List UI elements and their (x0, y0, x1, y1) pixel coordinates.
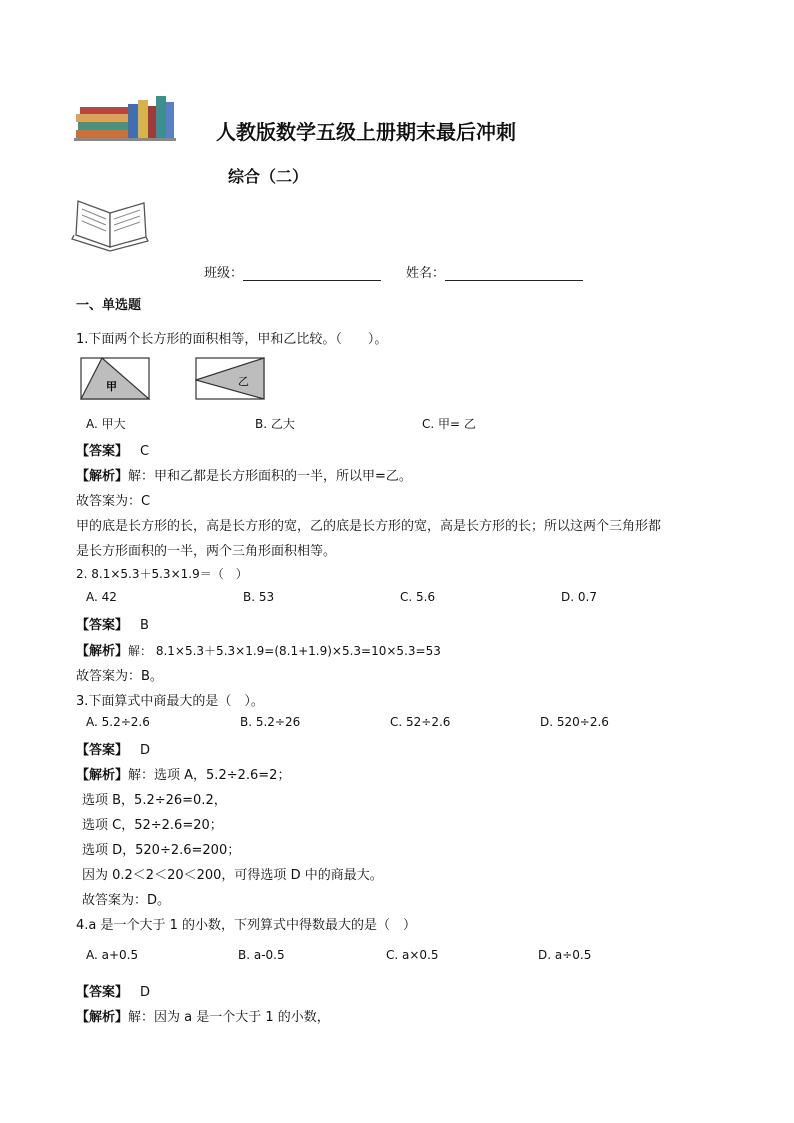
q1-analysis-text: 解：甲和乙都是长方形面积的一半，所以甲=乙。 (128, 469, 412, 484)
q1-option-b: B. 乙大 (255, 417, 295, 431)
q1-analysis (76, 465, 412, 484)
q3-option-b: B. 5.2÷26 (240, 715, 301, 729)
q4-analysis (76, 1006, 330, 1025)
books-illustration (74, 92, 176, 142)
q3-conclusion: 故答案为：D。 (82, 893, 171, 908)
q3-answer-value: D (140, 743, 151, 758)
q4-option-d: D. a÷0.5 (538, 948, 592, 962)
q3-answer-tag: 【答案】 (76, 743, 129, 758)
q2-option-b: B. 53 (243, 590, 275, 604)
document-subtitle: 综合（二） (228, 167, 309, 186)
q2-conclusion: 故答案为：B。 (76, 669, 163, 684)
name-field (406, 262, 583, 281)
q2-analysis-tag: 【解析】 (76, 644, 129, 659)
q3-stem: 3.下面算式中商最大的是（ ）。 (76, 694, 264, 709)
q4-option-a: A. a+0.5 (86, 948, 139, 962)
q1-analysis-tag: 【解析】 (76, 469, 129, 484)
q1-figure-b-label: 乙 (238, 375, 249, 388)
q1-figure-b (195, 356, 267, 402)
q2-analysis (76, 640, 441, 659)
q1-extra-line-2: 是长方形面积的一半，两个三角形面积相等。 (76, 544, 337, 559)
q2-answer-tag: 【答案】 (76, 618, 129, 633)
class-blank (243, 267, 381, 281)
q2-option-c: C. 5.6 (400, 590, 436, 604)
name-blank (445, 267, 583, 281)
q3-analysis-line-c: 选项 C，52÷2.6=20； (82, 818, 223, 833)
q1-option-c: C. 甲= 乙 (422, 417, 476, 431)
q1-figure-a-label: 甲 (106, 380, 117, 393)
q1-figure-a (80, 356, 152, 402)
q4-analysis-text: 解：因为 a 是一个大于 1 的小数， (128, 1010, 330, 1025)
q3-option-a: A. 5.2÷2.6 (86, 715, 150, 729)
q3-answer (76, 739, 150, 758)
q1-conclusion: 故答案为：C (76, 494, 151, 509)
q4-analysis-tag: 【解析】 (76, 1010, 129, 1025)
name-label: 姓名： (406, 266, 446, 281)
q3-analysis (76, 764, 290, 783)
q2-answer (76, 614, 149, 633)
section-heading: 一、单选题 (76, 298, 142, 313)
q3-option-d: D. 520÷2.6 (540, 715, 609, 729)
q1-answer-tag: 【答案】 (76, 444, 129, 459)
q4-option-b: B. a-0.5 (238, 948, 285, 962)
q2-answer-value: B (140, 618, 149, 633)
class-field (204, 262, 381, 281)
open-book-illustration (68, 195, 152, 259)
q1-stem: 1.下面两个长方形的面积相等，甲和乙比较。（ ）。 (76, 332, 388, 347)
q1-answer (76, 440, 149, 459)
q2-analysis-text: 解： 8.1×5.3＋5.3×1.9=(8.1+1.9)×5.3=10×5.3=53 (128, 644, 441, 658)
q2-stem: 2. 8.1×5.3＋5.3×1.9＝（ ） (76, 567, 248, 581)
q1-option-a: A. 甲大 (86, 417, 126, 431)
q4-option-c: C. a×0.5 (386, 948, 439, 962)
q3-analysis-text: 解：选项 A，5.2÷2.6=2； (128, 768, 291, 783)
q1-answer-value: C (140, 444, 150, 459)
q1-extra-line-1: 甲的底是长方形的长，高是长方形的宽，乙的底是长方形的宽，高是长方形的长；所以这两个三角形都 (76, 519, 662, 534)
q4-answer-tag: 【答案】 (76, 985, 129, 1000)
class-label: 班级： (204, 266, 244, 281)
q3-analysis-line-b: 选项 B，5.2÷26=0.2， (82, 793, 227, 808)
q4-answer-value: D (140, 985, 151, 1000)
q2-option-a: A. 42 (86, 590, 117, 604)
q3-analysis-compare: 因为 0.2＜2＜20＜200，可得选项 D 中的商最大。 (82, 868, 383, 883)
q4-stem: 4.a 是一个大于 1 的小数，下列算式中得数最大的是（ ） (76, 918, 417, 933)
q3-option-c: C. 52÷2.6 (390, 715, 451, 729)
q2-option-d: D. 0.7 (561, 590, 597, 604)
q4-answer (76, 981, 150, 1000)
q3-analysis-line-d: 选项 D，520÷2.6=200； (82, 843, 241, 858)
q3-analysis-tag: 【解析】 (76, 768, 129, 783)
document-title: 人教版数学五级上册期末最后冲刺 (216, 120, 516, 144)
